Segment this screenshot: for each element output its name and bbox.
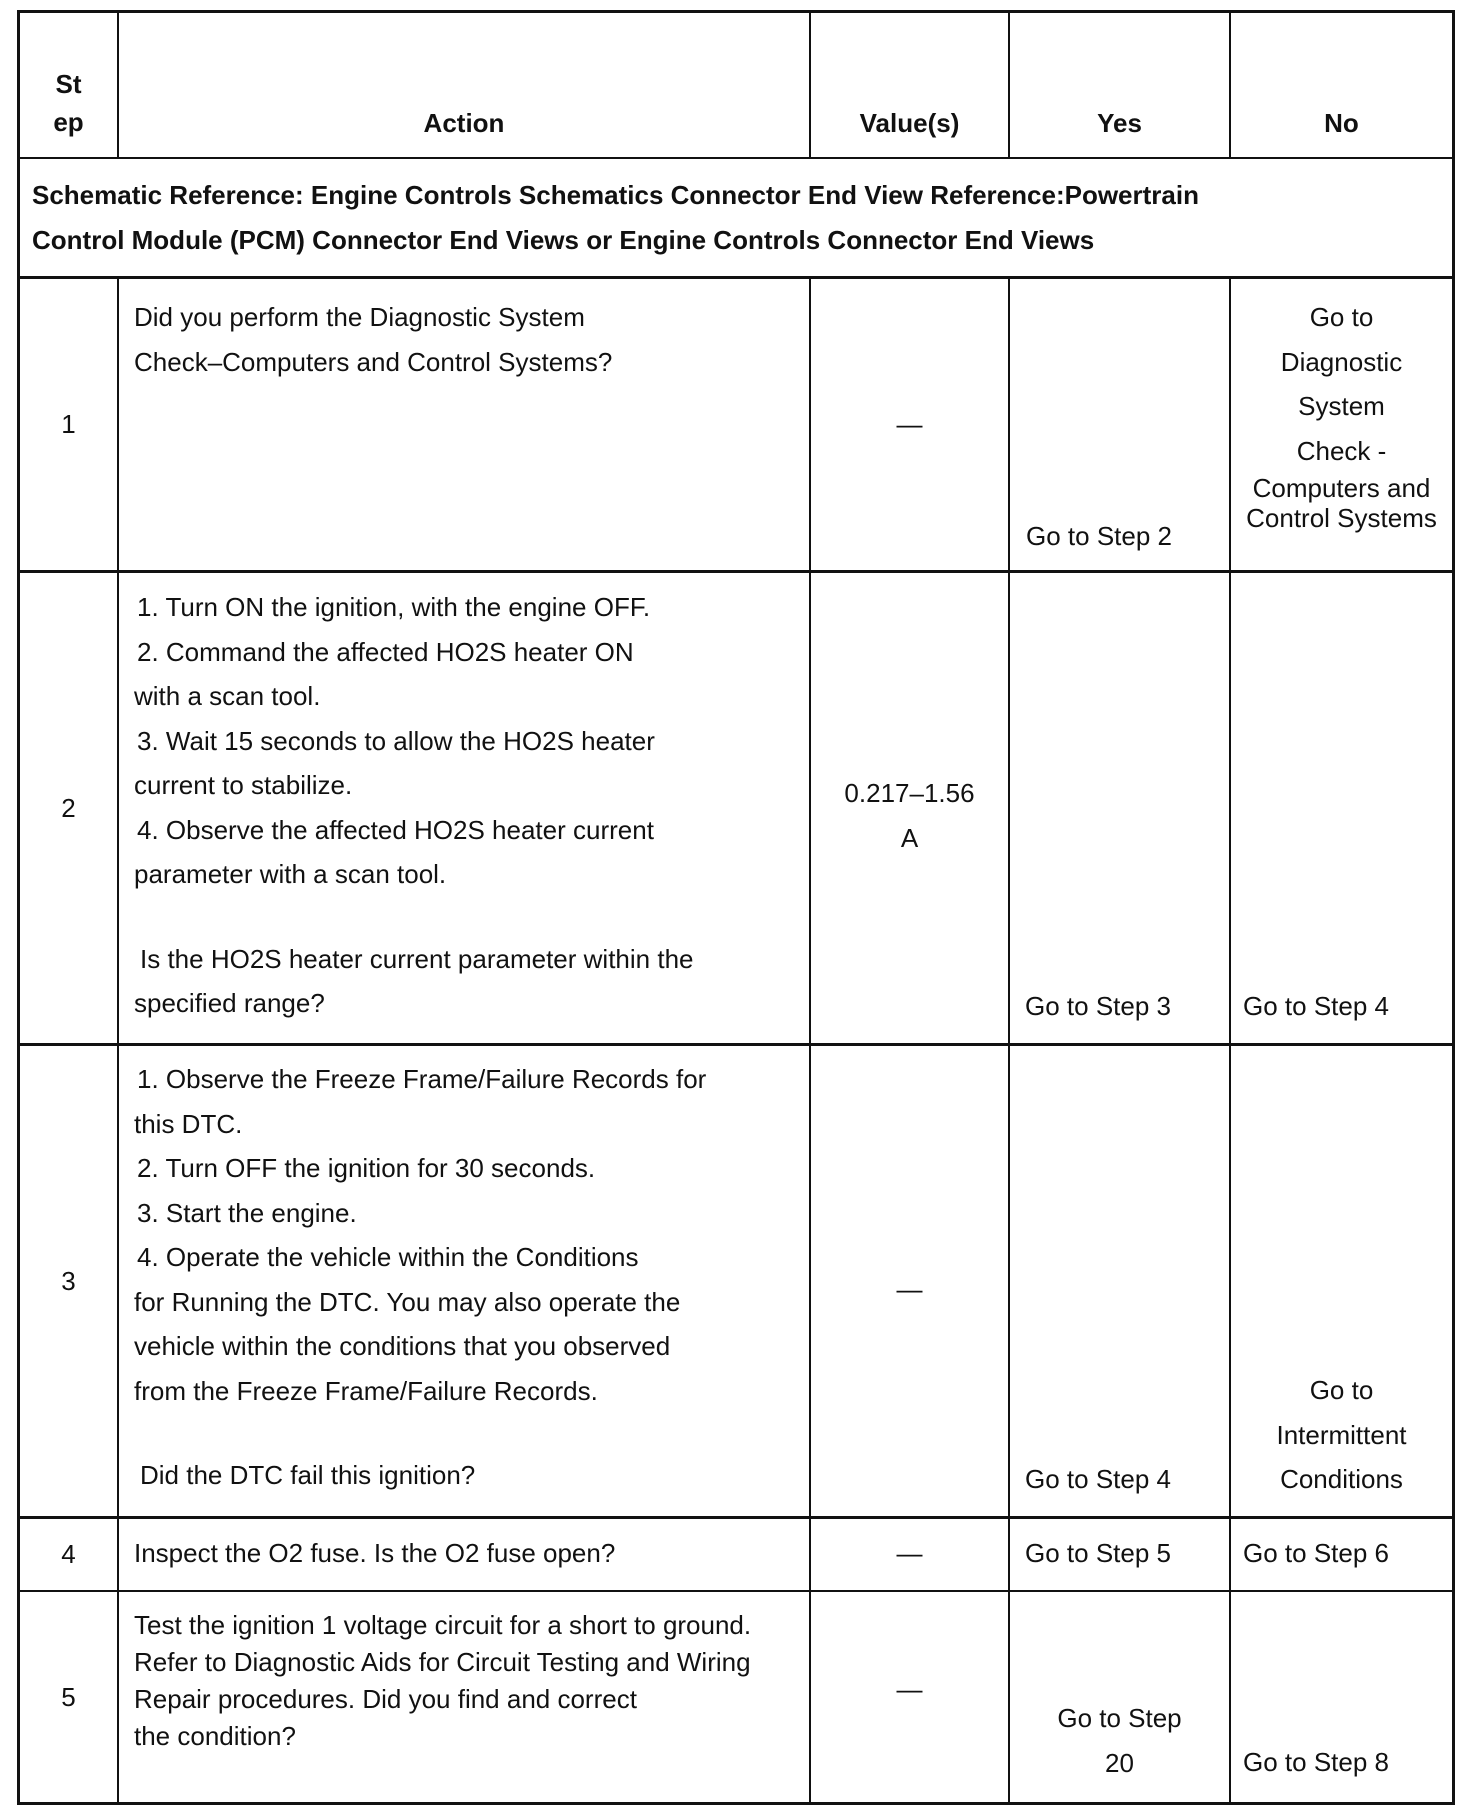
no-link[interactable]: Go to Step 8 [1243, 1747, 1389, 1777]
action-text: 1. Turn ON the ignition, with the engine OFF. 2. Command the affected HO2S heater ON with a scan tool. 3. Wait 15 seconds to allow the HO2S heater current to stabilize. 4. Observe the affected HO2S heater current parameter with a scan tool. Is the HO2S heater current parameter within the specified range? [134, 592, 694, 1018]
yes-link[interactable]: Go to Step 20 [1057, 1703, 1182, 1778]
yes-link[interactable]: Go to Step 3 [1025, 991, 1171, 1021]
step-number: 3 [61, 1265, 76, 1296]
header-yes: Yes [1097, 108, 1142, 138]
header-action: Action [423, 108, 505, 138]
action-text: Test the ignition 1 voltage circuit for a short to ground. Refer to Diagnostic Aids for Circuit Testing and Wiring Repair procedures. Did you find and correct the condition? [134, 1610, 752, 1751]
diagnostic-table [17, 10, 1455, 1805]
step-number: 4 [61, 1539, 76, 1570]
value-text: — [896, 1274, 923, 1304]
header-no: No [1324, 108, 1359, 138]
value-text: 0.217–1.56 A [844, 778, 975, 853]
value-text: — [896, 1538, 923, 1568]
header-step: St ep [53, 69, 84, 137]
step-number: 2 [61, 792, 76, 823]
step-number: 1 [61, 409, 76, 440]
action-text: Inspect the O2 fuse. Is the O2 fuse open? [134, 1538, 616, 1568]
action-text: 1. Observe the Freeze Frame/Failure Records for this DTC. 2. Turn OFF the ignition for 30 seconds. 3. Start the engine. 4. Operate the vehicle within the Conditions for Running the DTC. You may also operate the vehicle within the conditions that you observed from the Freeze Frame/Failure Records. Did the DTC fail this ignition? [134, 1064, 707, 1490]
value-text: — [896, 1674, 923, 1704]
header-values: Value(s) [859, 108, 960, 138]
value-text: — [896, 409, 923, 439]
schematic-reference: Schematic Reference: Engine Controls Schematics Connector End View Reference:Powertrain Control Module (PCM) Connector End Views or Engine Controls Connector End Views [32, 180, 1199, 255]
action-text: Did you perform the Diagnostic System Check–Computers and Control Systems? [134, 302, 613, 377]
yes-link[interactable]: Go to Step 2 [1026, 521, 1172, 551]
no-link[interactable]: Go to Step 6 [1243, 1538, 1389, 1568]
step-number: 5 [61, 1681, 76, 1712]
no-link[interactable]: Go to Diagnostic System Check - Computers and Control Systems [1246, 302, 1437, 533]
yes-link[interactable]: Go to Step 4 [1025, 1464, 1171, 1494]
yes-link[interactable]: Go to Step 5 [1025, 1538, 1171, 1568]
no-link[interactable]: Go to Step 4 [1243, 991, 1389, 1021]
no-link[interactable]: Go to Intermittent Conditions [1276, 1375, 1407, 1494]
